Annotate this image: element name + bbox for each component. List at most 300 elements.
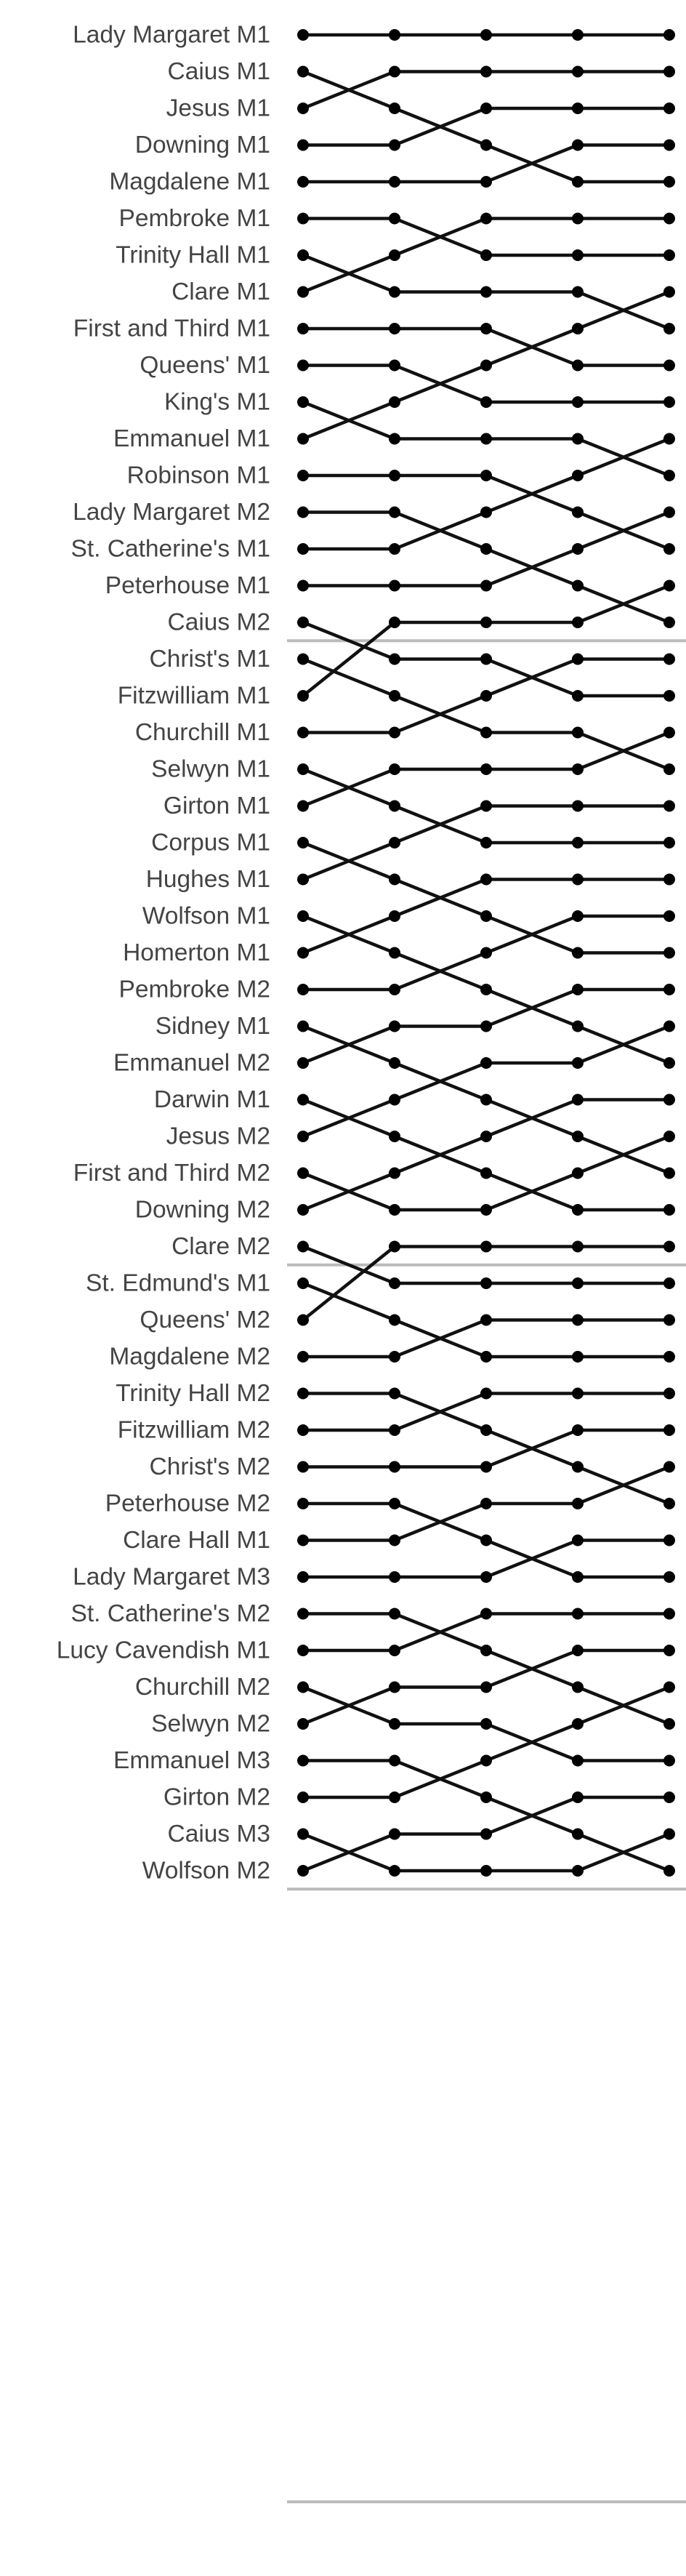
crew-label: Queens' M1 [140,352,270,379]
crew-dot [297,837,309,848]
crew-dot [389,433,400,445]
crew-dot [663,1424,675,1436]
crew-dot [572,617,584,628]
crew-label: Lucy Cavendish M1 [56,1637,270,1664]
crew-dot [663,1498,675,1509]
crew-dot [663,360,675,372]
crew-label: Jesus M2 [166,1123,270,1150]
crew-dot [297,1094,309,1106]
crew-dot [480,1277,492,1289]
crew-dot [480,1682,492,1693]
crew-label: Christ's M2 [149,1453,270,1480]
crew-dot [297,213,309,225]
crew-dot [663,249,675,261]
crew-dot [389,1351,400,1363]
crew-dot [297,1829,309,1840]
crew-label: Girton M2 [163,1783,270,1811]
crew-dot [572,470,584,481]
crew-dot [480,910,492,922]
crew-dot [663,580,675,592]
crew-label: Caius M2 [167,609,270,636]
crew-dot [297,763,309,775]
crew-line [303,72,669,182]
crew-dot [389,947,400,959]
crew-dot [389,837,400,848]
crew-label: Lady Margaret M1 [73,21,270,49]
crew-dot [572,396,584,408]
crew-dot [480,837,492,848]
crew-dot [480,507,492,518]
crew-dot [572,249,584,261]
crew-dot [663,140,675,151]
crew-label: Downing M1 [134,132,270,159]
crew-dot [663,1168,675,1179]
crew-dot [663,1645,675,1656]
crew-dot [389,1571,400,1583]
crew-line [303,659,669,770]
crew-dot [663,1021,675,1032]
crew-dot [663,286,675,298]
crew-dot [572,543,584,555]
crew-dot [480,1424,492,1436]
crew-dot [572,286,584,298]
crew-dot [480,654,492,665]
crew-line [303,1100,669,1211]
crew-dot [297,1755,309,1767]
crew-dot [480,1461,492,1473]
crew-dot [297,1277,309,1289]
crew-dot [297,543,309,555]
crew-dot [572,801,584,812]
crew-dot [389,801,400,812]
crew-dot [663,727,675,739]
crew-dot [297,1791,309,1803]
crew-dot [480,617,492,628]
crew-dot [389,1755,400,1767]
crew-dot [389,1094,400,1106]
crew-dot [389,1168,400,1179]
crew-dot [297,176,309,188]
crew-dot [389,249,400,261]
crew-dot [297,1645,309,1656]
crew-label: Queens' M2 [140,1307,270,1333]
crew-dot [297,1682,309,1693]
crew-dot [480,947,492,959]
crew-dot [389,910,400,922]
crew-dot [480,1131,492,1142]
crew-dot [663,1388,675,1400]
crew-dot [663,1755,675,1767]
crew-dot [572,507,584,518]
crew-dot [572,1131,584,1142]
crew-dot [480,1571,492,1583]
crew-dot [663,910,675,922]
crew-dot [572,580,584,592]
crew-dot [663,1351,675,1363]
crew-dot [572,66,584,78]
crew-dot [480,1718,492,1730]
crew-dot [572,1791,584,1803]
crew-dot [480,984,492,995]
crew-label: Emmanuel M2 [113,1049,270,1077]
crew-label: Emmanuel M1 [113,425,270,452]
crew-label: Corpus M1 [151,829,270,856]
crew-dot [297,1168,309,1179]
crew-dot [480,1388,492,1400]
crew-dot [572,1277,584,1289]
crew-dot [663,470,675,481]
crew-dot [572,1168,584,1179]
crew-dot [663,1865,675,1877]
crew-dot [663,837,675,848]
crew-dot [663,874,675,886]
crew-label: Caius M1 [167,58,270,85]
crew-dot [389,1461,400,1473]
crew-dot [480,360,492,372]
crew-dot [389,1277,400,1289]
crew-dot [572,103,584,114]
crew-dot [389,1791,400,1803]
crew-label: Clare M1 [172,278,270,305]
crew-dot [389,470,400,481]
crew-dot [297,1461,309,1473]
crew-dot [480,1094,492,1106]
crew-dot [297,727,309,739]
crew-dot [480,1498,492,1509]
crew-dot [297,947,309,959]
crew-dot [663,1315,675,1326]
crew-dot [389,360,400,372]
crew-dot [663,507,675,518]
crew-label: Selwyn M1 [151,755,270,783]
crew-dot [663,213,675,225]
crew-dot [572,176,584,188]
crew-dot [389,654,400,665]
crew-dot [572,1424,584,1436]
crew-dot [480,1315,492,1326]
crew-label: Clare Hall M1 [123,1527,270,1554]
crew-dot [480,1645,492,1656]
crew-dot [663,801,675,812]
crew-dot [663,1535,675,1546]
crew-dot [297,507,309,518]
crew-label: King's M1 [164,388,270,416]
crew-dot [297,1351,309,1363]
crew-label: Wolfson M2 [142,1857,270,1885]
crew-dot [389,1645,400,1656]
crew-dot [480,763,492,775]
crew-dot [389,543,400,555]
crew-dot [389,1535,400,1546]
crew-dot [663,1829,675,1840]
crew-dot [297,1535,309,1546]
crew-dot [480,323,492,334]
crew-dot [480,433,492,445]
crew-line [303,843,669,953]
crew-dot [572,1865,584,1877]
crew-label: Robinson M1 [126,462,270,489]
crew-dot [297,690,309,702]
crew-dot [663,1608,675,1620]
crew-dot [572,654,584,665]
crew-dot [572,1498,584,1509]
crew-dot [297,1498,309,1509]
crew-dot [297,433,309,445]
crew-dot [480,29,492,41]
crew-label: Darwin M1 [153,1086,270,1113]
crew-label: Pembroke M1 [118,205,270,232]
crew-dot [389,1865,400,1877]
crew-dot [389,874,400,886]
crew-label: Pembroke M2 [118,976,270,1003]
crew-dot [389,66,400,78]
crew-dot [572,1645,584,1656]
crew-dot [480,470,492,481]
crew-dot [572,1535,584,1546]
crew-label: Clare M2 [172,1233,270,1260]
crew-label: Churchill M2 [134,1674,270,1701]
crew-dot [572,29,584,41]
crew-dot [663,1461,675,1473]
crew-dot [389,1682,400,1693]
crew-dot [572,837,584,848]
crew-dot [663,1682,675,1693]
crew-dot [480,580,492,592]
crew-dot [572,1094,584,1106]
crew-dot [480,727,492,739]
crew-dot [297,323,309,334]
crew-dot [297,1241,309,1253]
crew-labels [57,22,270,1885]
crew-dot [663,433,675,445]
crew-dot [297,1021,309,1032]
crew-line [303,439,669,550]
crew-label: Lady Margaret M3 [73,1563,270,1591]
crew-dot [572,763,584,775]
crew-label: Christ's M1 [149,646,270,673]
crew-dot [389,1718,400,1730]
crew-dot [480,66,492,78]
crew-dot [297,1865,309,1877]
crew-label: Sidney M1 [155,1013,270,1040]
crew-dot [297,1131,309,1142]
crew-label: Magdalene M2 [109,1343,270,1371]
crew-dot [663,654,675,665]
crew-label: Hughes M1 [145,866,270,893]
crew-dot [572,1315,584,1326]
crew-label: Caius M3 [167,1821,270,1847]
crew-dot [663,617,675,628]
crew-dot [389,1204,400,1216]
crew-dot [389,1829,400,1840]
crew-dot [389,29,400,41]
crew-dot [480,396,492,408]
crew-line [303,1100,669,1211]
crew-dot [297,1315,309,1326]
crew-dot [572,1608,584,1620]
crew-label: Trinity Hall M1 [116,241,270,269]
crew-dot [389,507,400,518]
crew-dot [297,654,309,665]
crew-line [303,1614,669,1725]
crew-label: Peterhouse M2 [105,1490,270,1517]
crew-dot [297,1571,309,1583]
crew-dot [572,1571,584,1583]
crew-dot [572,1829,584,1840]
crew-dot [297,1424,309,1436]
crew-dot [389,1388,400,1400]
crew-dot [389,690,400,702]
crew-dot [297,396,309,408]
crew-label: Fitzwilliam M1 [117,682,270,710]
crew-dot [480,286,492,298]
crew-dot [389,984,400,995]
crew-dot [572,984,584,995]
crew-dot [663,323,675,334]
crew-dot [572,360,584,372]
crew-dot [297,1608,309,1620]
crew-dot [389,1057,400,1069]
crew-dot [480,213,492,225]
crew-dot [572,947,584,959]
crew-dot [572,1755,584,1767]
crew-dot [389,323,400,334]
crew-dot [480,1168,492,1179]
crew-dot [297,140,309,151]
crew-dot [663,396,675,408]
crew-dot [663,1204,675,1216]
crew-label: Homerton M1 [123,939,270,966]
crew-label: St. Edmund's M1 [85,1269,270,1297]
crew-dot [480,1057,492,1069]
crew-dot [480,1829,492,1840]
crew-dot [297,1718,309,1730]
crew-dot [663,1718,675,1730]
crew-dot [389,1131,400,1142]
crew-dot [480,1351,492,1363]
crew-dot [663,66,675,78]
crew-dot [480,1204,492,1216]
crew-dot [572,1204,584,1216]
crew-line [303,1394,669,1504]
crew-dot [663,543,675,555]
crew-line [303,513,669,623]
crew-dot [480,1791,492,1803]
crew-label: Trinity Hall M2 [116,1380,270,1407]
crew-dot [663,1057,675,1069]
crew-dot [389,103,400,114]
crew-dot [480,1608,492,1620]
crew-dot [297,1204,309,1216]
crew-dot [297,66,309,78]
crew-dot [572,213,584,225]
crew-dot [572,1461,584,1473]
crew-dot [480,874,492,886]
crew-dot [663,1277,675,1289]
crew-label: Peterhouse M1 [105,572,270,599]
crew-dot [297,984,309,995]
crew-dot [663,1131,675,1142]
crew-dot [663,176,675,188]
crew-dot [480,543,492,555]
crew-dot [663,690,675,702]
crew-line [303,1688,669,1798]
crew-dot [572,690,584,702]
crew-line [303,1761,669,1871]
crew-label: First and Third M1 [73,315,270,342]
crew-dot [297,801,309,812]
crew-dot [663,1241,675,1253]
crew-dot [480,140,492,151]
crew-dot [480,1021,492,1032]
crew-dot [480,176,492,188]
crew-label: Girton M1 [163,793,270,819]
crew-dot [297,1388,309,1400]
crew-dot [572,910,584,922]
crew-dot [389,1498,400,1509]
crew-label: St. Catherine's M2 [70,1600,270,1627]
crew-dot [389,1608,400,1620]
crew-dot [389,176,400,188]
crew-dot [572,1718,584,1730]
crew-dot [663,763,675,775]
crew-dot [297,617,309,628]
crew-label: Downing M2 [134,1196,270,1224]
crew-dot [297,874,309,886]
crew-dot [297,470,309,481]
crew-label: Selwyn M2 [151,1710,270,1738]
crew-dot [663,1571,675,1583]
crew-dot [480,1755,492,1767]
crew-dot [572,1682,584,1693]
crew-label: Churchill M1 [134,719,270,746]
crew-label: Magdalene M1 [109,168,270,196]
crew-dot [389,763,400,775]
crew-dot [389,213,400,225]
crew-dot [480,1241,492,1253]
crew-dot [480,801,492,812]
crew-dot [389,580,400,592]
crew-dot [572,874,584,886]
crew-dot [572,1021,584,1032]
crew-label: Fitzwilliam M2 [117,1416,270,1444]
crew-dot [297,580,309,592]
crew-dot [297,1057,309,1069]
crew-dot [389,727,400,739]
crew-line [303,1027,669,1137]
crew-label: Emmanuel M3 [113,1747,270,1774]
crew-dot [480,1865,492,1877]
crew-dot [663,1791,675,1803]
crew-dot [663,1094,675,1106]
crew-dot [389,286,400,298]
crew-label: First and Third M2 [73,1160,270,1187]
crew-dot [480,690,492,702]
crew-dot [663,984,675,995]
crew-dot [663,29,675,41]
crew-label: Wolfson M1 [142,902,270,930]
crew-dot [297,286,309,298]
crew-label: Lady Margaret M2 [73,499,270,526]
crew-label: St. Catherine's M1 [70,535,270,563]
crew-dot [297,249,309,261]
crew-dot [389,617,400,628]
crew-dot [297,910,309,922]
crew-dot [572,140,584,151]
crew-dot [389,140,400,151]
crew-dot [480,249,492,261]
crew-dot [572,1351,584,1363]
